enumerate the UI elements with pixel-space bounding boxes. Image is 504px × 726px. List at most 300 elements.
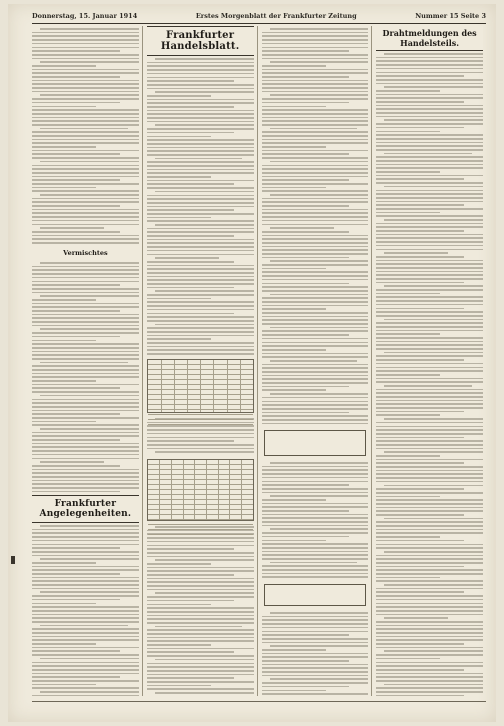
text-line [376,68,483,70]
text-line [262,238,369,240]
text-line [147,433,254,435]
text-line [384,252,448,254]
text-line [262,667,369,669]
text-line [262,536,350,538]
text-line [147,545,254,547]
text-line [262,510,350,512]
text-line [262,283,350,285]
text-line [262,631,369,633]
text-line [32,443,139,445]
text-line [155,559,254,561]
text-line [32,80,139,82]
text-line [376,407,483,409]
text-line [270,393,369,395]
text-line [384,650,483,652]
column-1 [32,26,143,696]
text-line [147,206,254,208]
text-line [376,492,483,494]
text-line [262,312,369,314]
text-line [262,224,369,226]
text-line [384,319,483,321]
text-line [147,180,254,182]
text-line [376,326,483,328]
text-line [376,525,483,527]
text-line [32,435,139,437]
text-line [376,411,464,413]
text-line [376,437,464,439]
text-line [32,665,139,667]
article-columns [32,26,486,696]
text-line [32,351,139,353]
text-line [262,554,369,556]
text-line [376,260,483,262]
text-line [32,209,139,211]
text-line [32,599,120,601]
text-line [262,521,369,523]
text-line [262,201,369,203]
col2-text-c [147,524,254,696]
text-line [147,110,254,112]
text-line [262,565,369,567]
text-line [376,599,483,601]
text-line [32,476,139,478]
text-line [155,124,254,126]
text-line [376,201,483,203]
text-line [262,484,350,486]
text-line [147,644,211,646]
text-line [32,306,139,308]
text-line [262,532,369,534]
text-line [32,277,139,279]
text-line [147,217,211,219]
text-line [32,187,96,189]
text-line [262,72,369,74]
text-line [376,315,483,317]
text-line [376,414,440,416]
text-line [376,514,464,516]
text-line [147,231,254,233]
text-line [262,50,350,52]
text-line [262,569,369,571]
text-line [262,404,369,406]
text-line [32,325,139,327]
table-column-rule [183,460,184,520]
table-column-rule [206,460,207,520]
text-line [147,637,254,639]
text-line [262,517,369,519]
text-line [147,106,235,108]
text-line [262,205,350,207]
text-line [32,109,139,111]
text-line [376,687,483,689]
text-line [376,249,483,251]
text-line [32,269,139,271]
text-line [32,547,120,549]
text-line [262,54,369,56]
text-line [376,680,483,682]
text-line [147,335,254,337]
header-date: Donnerstag, 15. Januar 1914 [32,12,138,20]
header-page-number: Nummer 15 Seite 3 [415,12,486,20]
text-line [147,213,254,215]
text-line [32,273,139,275]
text-line [147,581,254,583]
text-line [147,172,254,174]
text-line [262,653,369,655]
text-line [262,558,369,560]
text-line [32,142,139,144]
text-line [147,670,254,672]
text-line [147,239,254,241]
text-line [262,102,350,104]
text-line [147,301,254,303]
text-line [376,625,483,627]
text-line [32,266,139,268]
text-line [376,175,483,177]
text-line [32,469,139,471]
text-line [262,297,369,299]
text-line [262,176,369,178]
text-line [376,444,483,446]
text-line [376,370,483,372]
text-line [147,69,254,71]
handelsblatt-heading: Frankfurter Handelsblatt. [147,26,254,56]
text-line [262,135,369,137]
text-line [376,367,483,369]
text-line [32,628,139,630]
text-line [40,227,104,229]
text-line [32,242,139,244]
text-line [270,327,369,329]
text-line [262,664,369,666]
text-line [32,569,139,571]
text-line [376,274,483,276]
text-line [32,157,139,159]
text-line [32,231,120,233]
text-line [32,580,139,582]
text-line [40,362,128,364]
text-line [32,643,96,645]
text-line [32,584,139,586]
text-line [262,290,369,292]
text-line [147,287,235,289]
text-line [376,396,483,398]
text-line [32,284,120,286]
text-line [376,654,483,656]
text-line [262,573,369,575]
text-line [32,577,139,579]
text-line [376,226,483,228]
text-line [147,563,211,565]
text-line [147,648,254,650]
text-line [262,301,369,303]
text-line [147,316,254,318]
text-line [147,578,254,580]
text-line [32,487,139,489]
text-line [262,342,369,344]
text-line [32,117,139,119]
text-line [147,77,254,79]
text-line [32,454,139,456]
text-line [32,321,139,323]
text-line [32,687,139,689]
text-line [376,215,483,217]
text-line [376,621,483,623]
text-line [262,623,369,625]
text-line [32,212,139,214]
column-3 [262,26,373,696]
text-line [147,677,235,679]
text-line [262,488,369,490]
text-line [32,150,139,152]
text-line [384,352,483,354]
table-column-rule [241,460,242,520]
col3-text-c [262,610,369,696]
text-line [270,678,369,680]
text-line [147,113,254,115]
text-line [147,331,254,333]
text-line [147,622,254,624]
text-line [384,119,483,121]
text-line [147,448,254,450]
text-line [147,187,254,189]
text-line [270,462,369,464]
text-line [147,618,254,620]
text-line [32,314,139,316]
text-line [262,540,326,542]
text-line [32,450,139,452]
text-line [376,673,483,675]
table-column-rule [227,360,228,412]
text-line [147,128,254,130]
text-line [147,567,254,569]
text-line [32,421,96,423]
text-line [384,617,448,619]
header-rule [32,23,486,24]
text-line [262,39,369,41]
text-line [270,94,369,96]
text-line [376,156,483,158]
text-line [262,466,369,468]
text-line [262,35,369,37]
text-line [376,304,483,306]
text-line [384,485,483,487]
text-line [262,91,369,93]
text-line [32,384,139,386]
text-line [376,167,483,169]
text-line [147,117,254,119]
text-line [147,640,254,642]
text-line [262,153,350,155]
text-line [155,58,254,60]
text-line [262,106,326,108]
text-line [262,179,350,181]
text-line [40,591,139,593]
text-line [262,271,369,273]
text-line [32,532,139,534]
text-line [32,50,120,52]
text-line [262,83,369,85]
text-line [262,212,369,214]
text-line [376,293,440,295]
text-line [376,580,483,582]
text-line [376,212,440,214]
text-line [40,461,104,463]
text-line [376,532,483,534]
table-column-rule [194,460,195,520]
text-line [376,569,483,571]
text-line [262,187,326,189]
text-line [32,153,120,155]
text-line [32,424,139,426]
text-line [32,387,120,389]
text-line [384,551,483,553]
text-line [32,465,120,467]
text-line [147,342,254,344]
text-line [155,324,254,326]
text-line [384,86,483,88]
text-line [32,439,120,441]
text-line [155,592,254,594]
text-line [147,574,235,576]
text-line [147,607,254,609]
text-line [262,371,369,373]
text-line [32,606,139,608]
table-column-rule [200,360,201,412]
text-line [32,69,139,71]
text-line [262,408,369,410]
text-line [376,234,483,236]
col4-text [376,51,483,696]
text-line [384,53,483,55]
text-line [262,481,369,483]
text-line [376,289,483,291]
text-line [147,556,254,558]
text-line [376,573,483,575]
text-line [40,128,128,130]
text-line [32,47,139,49]
text-line [262,146,326,148]
text-line [262,172,369,174]
text-line [376,521,483,523]
text-line [376,591,464,593]
text-line [376,632,483,634]
text-line [32,135,139,137]
table-column-rule [159,460,160,520]
text-line [262,386,350,388]
text-line [147,95,211,97]
text-line [262,492,369,494]
text-line [32,491,120,493]
text-line [32,235,139,237]
text-line [262,32,369,34]
text-line [147,440,235,442]
text-line [32,281,139,283]
table-column-rule [171,460,172,520]
text-line [155,224,254,226]
text-line [32,603,96,605]
text-line [32,676,120,678]
text-line [376,108,483,110]
text-line [376,267,483,269]
text-line [147,305,254,307]
text-line [262,415,369,417]
text-line [270,294,369,296]
text-line [262,423,369,425]
text-line [262,43,369,45]
text-line [262,286,369,288]
text-line [270,360,358,362]
text-line [270,161,369,163]
text-line [262,268,326,270]
text-line [147,265,254,267]
text-line [384,518,483,520]
footer-rule [32,701,486,702]
text-line [32,380,96,382]
text-line [376,178,464,180]
text-line [32,299,96,301]
text-line [32,540,139,542]
text-line [147,102,254,104]
text-line [40,395,139,397]
text-line [262,503,369,505]
col1-text-top [32,26,139,246]
text-line [147,600,235,602]
text-line [376,400,483,402]
text-line [262,305,369,307]
text-line [147,346,254,348]
text-line [147,169,254,171]
text-line [376,381,483,383]
text-line [32,617,139,619]
text-line [376,403,483,405]
text-line [262,319,369,321]
text-line [376,473,483,475]
text-line [147,121,254,123]
text-line [32,647,139,649]
text-line [40,194,139,196]
text-line [376,237,483,239]
text-line [40,328,139,330]
text-line [384,418,483,420]
text-line [262,375,369,377]
text-line [376,72,483,74]
text-line [262,109,369,111]
text-line [32,376,139,378]
text-line [376,503,483,505]
text-line [262,412,350,414]
text-line [376,204,464,206]
text-line [262,113,369,115]
text-line [376,330,483,332]
text-line [147,84,254,86]
text-line [376,558,483,560]
text-line [376,171,440,173]
table-column-rule [218,460,219,520]
text-line [262,547,369,549]
text-line [147,685,211,687]
text-line [376,639,483,641]
text-line [40,28,139,30]
text-line [32,198,139,200]
text-line [270,28,369,30]
text-line [376,278,483,280]
text-line [147,279,254,281]
text-line [155,257,219,259]
text-line [376,75,464,77]
text-line [376,138,483,140]
text-line [262,165,369,167]
